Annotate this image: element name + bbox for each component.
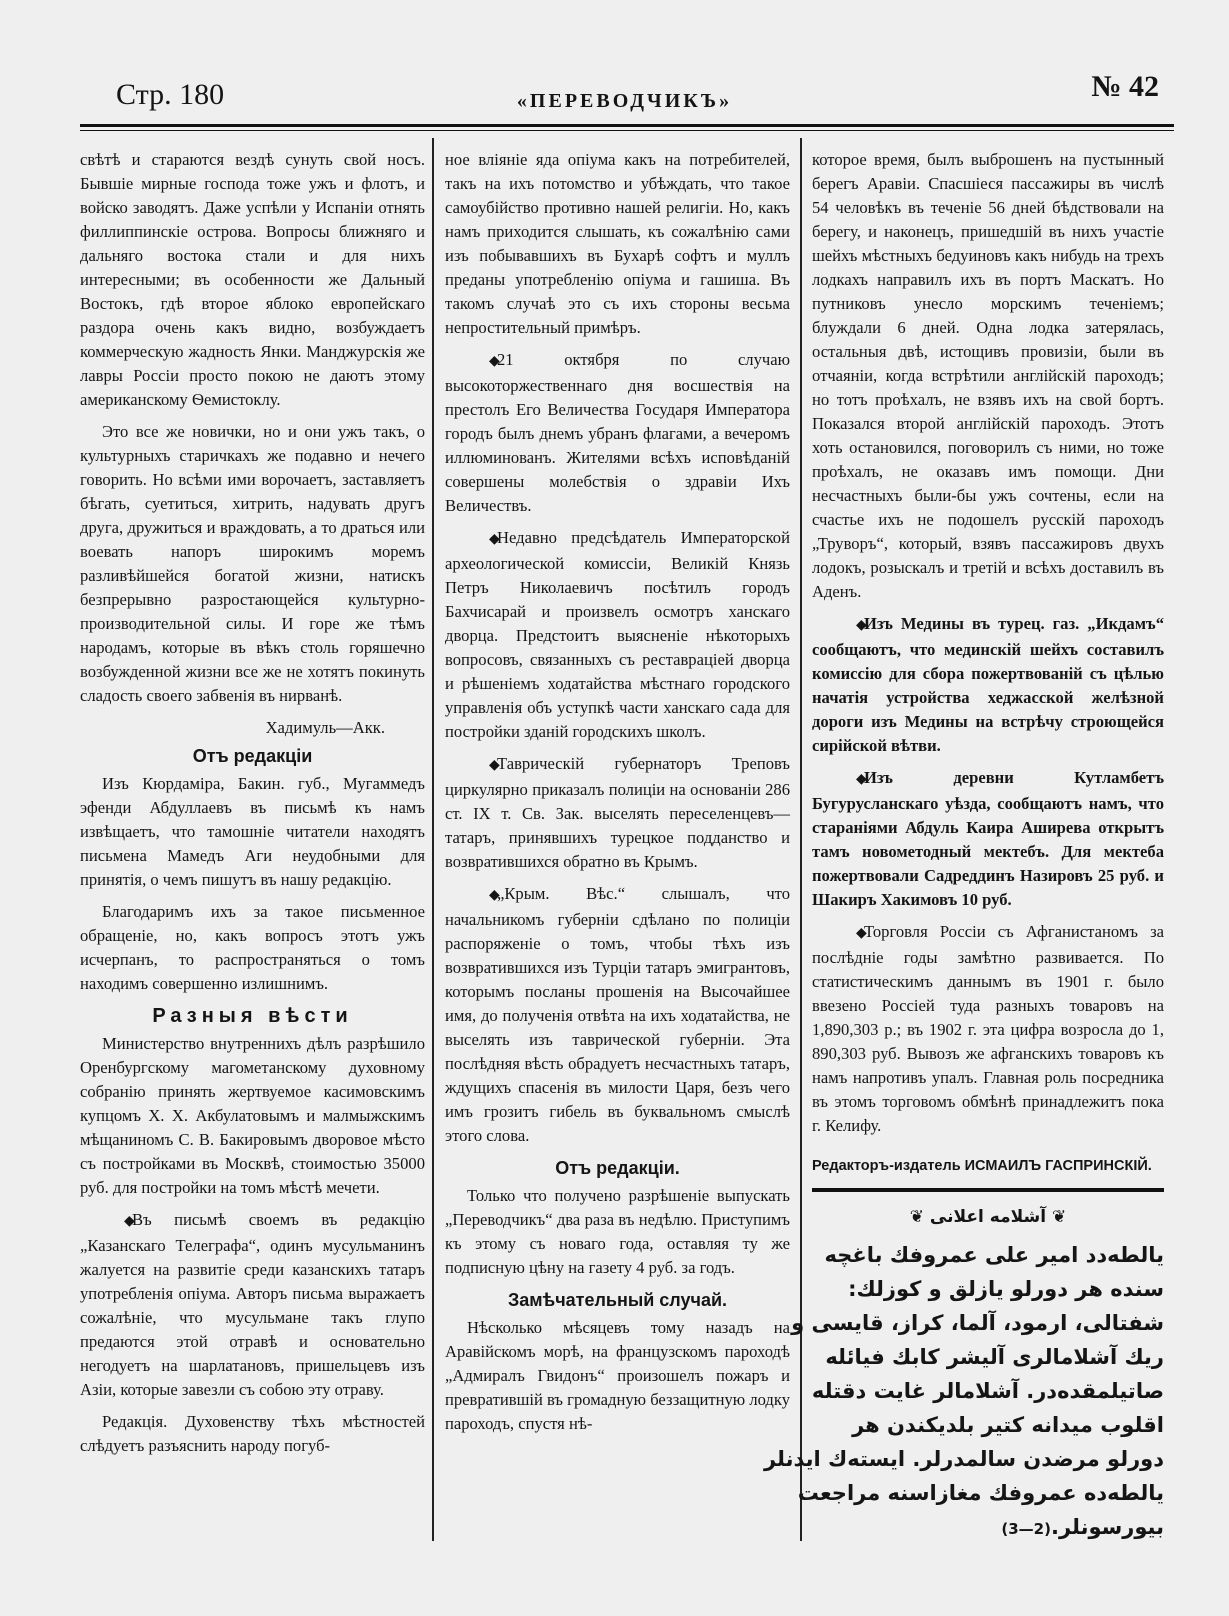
page-header (80, 70, 1169, 130)
article-paragraph: Министерство внутреннихъ дѣлъ разрѣшило Оренбургскому магометанскому духовному собранію принять жертвуемое касимовскимъ купцомъ Х. Х. Акбулатовымъ и малмыжскимъ мѣщаниномъ С. В. Бакировымъ дворовое мѣсто съ постройками въ Москвѣ, стоимостью 35000 руб. для постройки на томъ мѣстѣ мечети. (80, 1034, 425, 1197)
news-item (445, 526, 790, 744)
article-paragraph: Только что получено разрѣшеніе выпускать „Переводчикъ“ два раза въ недѣлю. Приступимъ къ этому съ новаго года, оставляя ту же подписную цѣну на газету 4 руб. за годъ. (445, 1186, 790, 1277)
article-paragraph: ное вліяніе яда опіума какъ на потребителей, такъ на ихъ потомство и убѣждать, что такое самоубійство противно нашей религіи. Но, какъ намъ приходится слышать, къ сожалѣнію сами изъ побывавшихъ въ Бухарѣ софтъ и муллъ преданы употребленію опіума и гашиша. Въ такомъ случаѣ это съ ихъ стороны весьма непростительный примѣръ. (445, 150, 790, 337)
diamond-ornament-icon: ◆ (856, 618, 867, 633)
article-paragraph: Благодаримъ ихъ за такое письменное обращеніе, но, какъ вопросъ этотъ ужъ исчерпанъ, то распространяться о томъ находимъ совершенно излишнимъ. (80, 902, 425, 993)
news-item (812, 920, 1164, 1138)
diamond-ornament-icon: ◆ (489, 532, 500, 547)
diamond-ornament-icon: ◆ (489, 354, 500, 369)
news-text: Недавно предсѣдатель Императорской археологической комиссіи, Великій Князь Петръ Николаевичъ посѣтилъ городъ Бахчисарай и произвелъ осмотръ ханскаго дворца. Предстоитъ выясненіе нѣкоторыхъ вопросовъ, связанныхъ съ реставраціей дворца и рѣшеніемъ ходатайства мѣстнаго городского управленія объ уступкѣ части ханскаго сада для постройки зданій городскихъ школъ. (445, 528, 790, 741)
news-item (812, 766, 1164, 912)
ad-line: شفتالى، ارمود، آلما، كراز، قايسى و (791, 1311, 1164, 1335)
signature: Хадимуль—Акк. (265, 718, 385, 737)
article-paragraph: Изъ Кюрдаміра, Бакин. губ., Мугаммедъ эфенди Абдуллаевъ въ письмѣ къ намъ извѣщаетъ, что тамошніе читатели находятъ письмена Мамедъ Аги неудобными для принятія, о чемъ пишутъ въ нашу редакцію. (80, 774, 425, 889)
diamond-ornament-icon: ◆ (856, 926, 867, 941)
diamond-ornament-icon: ◆ (489, 758, 500, 773)
news-item (80, 1208, 425, 1402)
news-item (445, 752, 790, 874)
diamond-ornament-icon: ◆ (124, 1214, 135, 1229)
ad-line-last (812, 1510, 1164, 1546)
ad-line: اقلوب ميدانه كتير بلديكندن هر (852, 1413, 1164, 1437)
news-item (812, 612, 1164, 758)
diamond-ornament-icon: ◆ (856, 772, 867, 787)
news-text: Изъ деревни Кутламбетъ Бугурусланскаго уѣзда, сообщаютъ намъ, что стараніями Абдуль Каира Аширева открытъ тамъ новометодный мектебъ. Для мектеба пожертвовали Садреддинъ Назировъ 25 руб. и Шакиръ Хакимовъ 10 руб. (812, 768, 1164, 909)
advertisement (763, 1200, 1164, 1546)
article-paragraph: Редакція. Духовенству тѣхъ мѣстностей слѣдуетъ разъяснить народу погуб- (80, 1412, 425, 1455)
diamond-ornament-icon: ◆ (489, 888, 500, 903)
news-text: Таврическій губернаторъ Треповъ циркулярно приказалъ полиціи на основаніи 286 ст. IX т. Св. Зак. выселять переселенцевъ—татаръ, принявшихъ турецкое подданство и возвратившихся обратно въ Крымъ. (445, 754, 790, 871)
news-text: „Крым. Вѣс.“ слышалъ, что начальникомъ губерніи сдѣлано по полиціи распоряженіе о томъ, чтобы тѣхъ изъ возвратившихся изъ Турціи татаръ эмигрантовъ, которымъ посланы прошенія на Высочайшее имя, до полученія отвѣта на ихъ ходатайства, не выселять изъ таврической губерніи. Эта послѣдняя вѣсть обрадуетъ несчастныхъ татаръ, ждущихъ спасенія въ милости Царя, безъ чего имъ грозитъ гибель въ буквальномъ смыслѣ этого слова. (445, 884, 790, 1145)
section-heading: Разныя вѣсти (152, 1005, 353, 1027)
news-item (445, 882, 790, 1148)
ad-line: يالطه‌دد امير على عمروفك باغچه (824, 1243, 1164, 1267)
ad-title-text: آشلامه اعلانی (929, 1207, 1047, 1227)
column-2 (445, 148, 790, 1536)
news-text: 21 октября по случаю высокоторжественнаго дня восшествія на престолъ Его Величества Государя Императора городъ былъ днемъ убранъ флагами, а вечеромъ иллюминованъ. Жителями всѣхъ исповѣданій совершены молебствія о здравіи Ихъ Величествъ. (445, 350, 790, 515)
news-text: Торговля Россіи съ Афганистаномъ за послѣдніе годы замѣтно развивается. По статистическимъ даннымъ въ 1901 г. было ввезено Россіей туда разныхъ товаровъ на 1,890,303 р.; въ 1902 г. эта цифра возросла до 1, 890,303 руб. Вывозъ же афганскихъ товаровъ къ намъ напротивъ упалъ. Главная роль посредника въ этомъ торговомъ обмѣнѣ принадлежитъ пока г. Келифу. (812, 922, 1164, 1135)
section-heading: Замѣчательный случай. (507, 1290, 728, 1310)
ad-line: ريك آشلامالرى آليشر كابك فيائله (825, 1345, 1164, 1369)
header-rule-thin (80, 130, 1174, 131)
ad-number: (3—2) (1001, 1520, 1051, 1538)
ad-line: بيورسونلر. (1050, 1515, 1164, 1539)
header-rule (80, 124, 1174, 127)
article-paragraph: свѣтѣ и стараются вездѣ сунуть свой носъ. Бывшіе мирные господа тоже ужъ и флотъ, и войско заводятъ. Даже успѣли у Испаніи отнять филлиппинскіе острова. Вопросы ближняго и дальняго востока стали и для нихъ интересными; въ особенности же Дальный Востокъ, гдѣ второе яблоко европейскаго раздора очень какъ видно, возбуждаетъ коммерческую жадность Янки. Манджурскія же лавры Россіи просто покою не даютъ этому американскому Ѳемистоклу. (80, 150, 425, 409)
column-3 (763, 148, 1164, 1539)
column-divider (432, 138, 434, 1541)
section-heading: Отъ редакціи (192, 746, 313, 766)
ad-line: سنده هر دورلو يازلق و كوزلك: (848, 1277, 1164, 1301)
ad-title: ❦ آشلامه اعلانی ❦ (909, 1207, 1067, 1227)
ad-line: دورلو مرضدن سالمدرلر. ايسته‌ك ايدنلر (763, 1447, 1164, 1471)
article-paragraph: которое время, былъ выброшенъ на пустынный берегъ Аравіи. Спасшіеся пассажиры въ числѣ 54 человѣкъ въ теченіе 56 дней бѣдствовали на берегу, и наконецъ, пришедшій въ нихъ участіе шейхъ мѣстныхъ бедуиновъ какъ нибудь на трехъ лодкахъ направилъ ихъ въ портъ Маскатъ. Но путниковъ унесло морскимъ теченіемъ; блуждали 6 дней. Одна лодка затерялась, остальныя двѣ, истощивъ провизіи, были въ отчаяніи, когда встрѣтили англійскій пароходъ; но тотъ проѣхалъ, не взявъ ихъ на свой бортъ. Показался второй англійскій пароходъ. Этотъ хоть остановился, поговорилъ съ ними, но тоже проѣхалъ, не оказавъ имъ помощи. Дни несчастныхъ были-бы ужъ сочтены, если на счастье ихъ не подошелъ русскій пароходъ „Труворъ“, который, взявъ пассажировъ двухъ лодокъ, розыскалъ и третій и всѣхъ доставилъ въ Аденъ. (812, 150, 1164, 601)
issue-number: № 42 (1091, 70, 1159, 103)
news-item (445, 348, 790, 518)
page-number: Стр. 180 (116, 78, 225, 111)
news-text: Изъ Медины въ турец. газ. „Икдамъ“ сообщаютъ, что мединскій шейхъ составилъ комиссію для сбора пожертвованій съ цѣлью начатія устройства хеджасской желѣзной дороги изъ Медины на встрѣчу строющейся сирійской вѣтви. (812, 614, 1164, 755)
newspaper-title: «ПЕРЕВОДЧИКЪ» (516, 90, 733, 112)
ad-line: يالطه‌ده عمروفك مغازاسنه مراجعت (797, 1481, 1164, 1505)
article-paragraph: Это все же новички, но и они ужъ такъ, о культурныхъ старичкахъ же подавно и нечего говорить. Но всѣми ими ворочаетъ, заставляетъ бѣгать, суетиться, хитрить, надувать другъ друга, дружиться и враждовать, а то драться или воевать напоръ широкимъ моремъ разливѣйшейся богатой жизни, натискъ безпрерывно разростающейся культурно-производительной силы. И горе же тѣмъ народамъ, которые въ вѣкъ столь горяшечно возбужденной жизни все же не хотятъ покинуть сладость своего забвенія въ нирванѣ. (80, 422, 425, 705)
column-1 (80, 148, 425, 1536)
news-text: Въ письмѣ своемъ въ редакцію „Казанскаго Телеграфа“, одинъ мусульманинъ жалуется на развитіе среди казанскихъ татаръ употребленія опіума. Авторъ письма выражаетъ сожалѣніе, что мусульмане такъ глупо предаются этой отравѣ и основательно негодуетъ на шарлатановъ, пришельцевъ изъ Азіи, которые завезли съ собою эту отраву. (80, 1210, 425, 1399)
section-heading: Отъ редакціи. (555, 1158, 680, 1178)
ad-line: صاتيلمقده‌در. آشلامالر غايت دقتله (811, 1379, 1164, 1403)
article-paragraph: Нѣсколько мѣсяцевъ тому назадъ на Аравійскомъ морѣ, на французскомъ пароходѣ „Адмиралъ Гвидонъ“ произошелъ пожаръ и превратившій въ громадную беззащитную лодку пароходъ, спустя нѣ- (445, 1318, 790, 1433)
editor-publisher-line: Редакторъ-издатель ИСМАИЛЪ ГАСПРИНСКІЙ. (812, 1146, 1164, 1192)
